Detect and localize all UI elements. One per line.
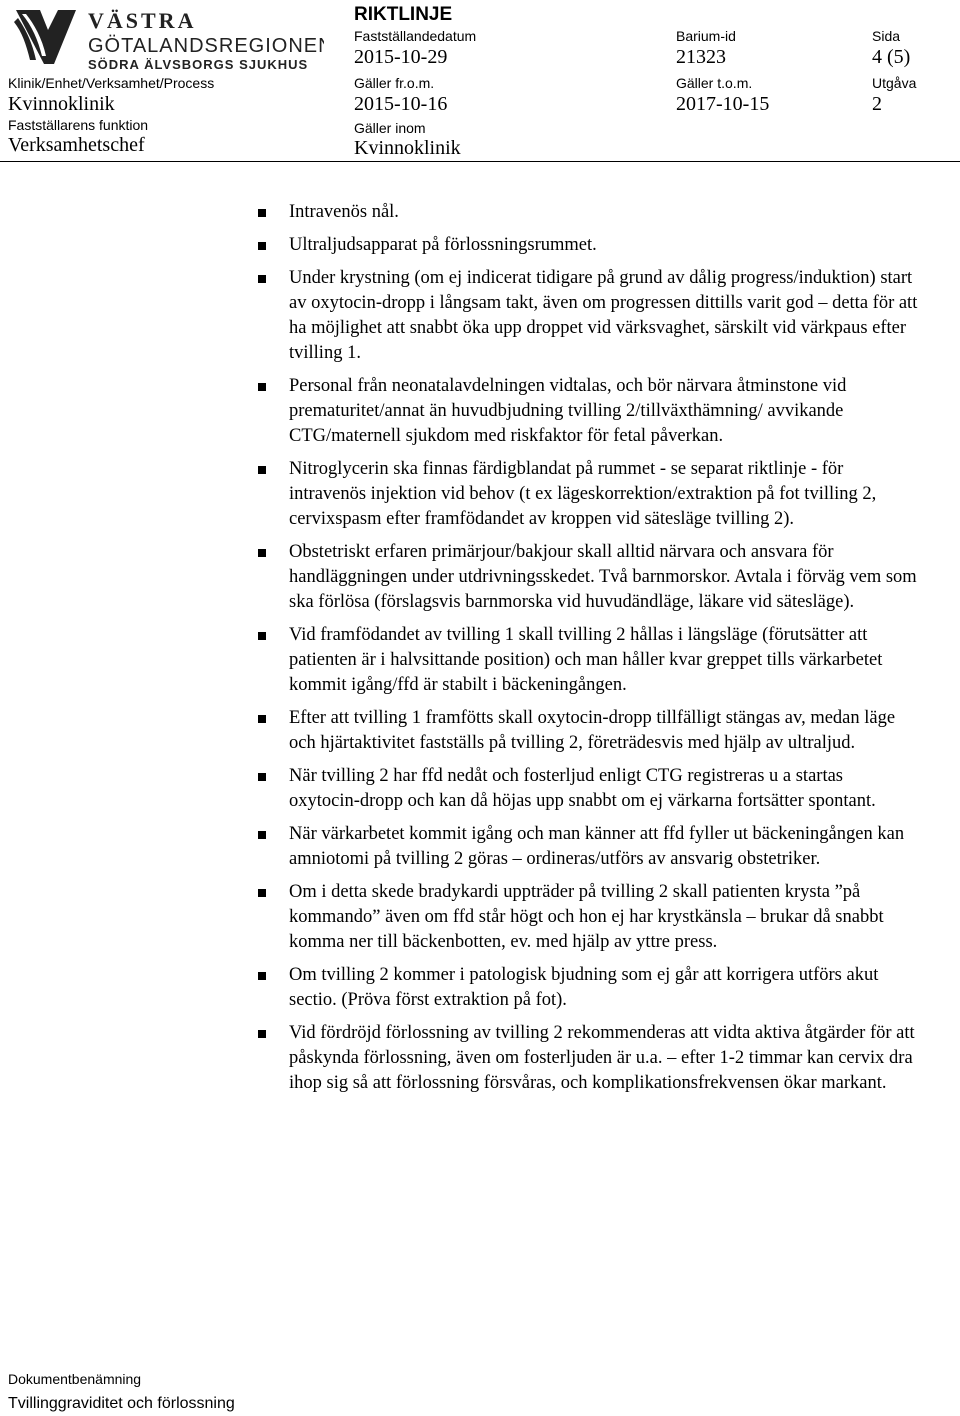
approver-value: Verksamhetschef xyxy=(8,134,145,156)
guideline-bullet-list xyxy=(258,200,918,1104)
list-item-text: När tvilling 2 har ffd nedåt och fosterljud enligt CTG registreras u a startas oxytocin-dropp och kan då höjas upp snabbt om ej värkarna fortsätter spontant. xyxy=(289,766,876,811)
square-bullet-icon xyxy=(258,715,266,723)
approver-label: Fastställarens funktion xyxy=(8,117,149,133)
square-bullet-icon xyxy=(258,773,266,781)
list-item-text: Personal från neonatalavdelningen vidtalas, och bör närvara åtminstone vid prematuritet/annat än huvudbjudning tvilling 2/tillväxthämning/ avvikande CTG/maternell sjukdom med riskfaktor för fetal påverkan. xyxy=(289,376,847,446)
page-value: 4 (5) xyxy=(872,46,911,68)
square-bullet-icon xyxy=(258,209,266,217)
list-item xyxy=(258,706,918,756)
list-item xyxy=(258,233,918,258)
square-bullet-icon xyxy=(258,889,266,897)
logo-line1: VÄSTRA xyxy=(88,8,197,33)
list-item xyxy=(258,266,918,366)
list-item-text: Obstetriskt erfaren primärjour/bakjour skall alltid närvara och ansvara för handläggningen under utdrivningsskedet. Två barnmorskor. Avtala i förväg vem som ska förlösa (förslagsvis barnmorska vid huvudändläge, läkare vid sätesläge). xyxy=(289,542,917,612)
square-bullet-icon xyxy=(258,549,266,557)
list-item-text: Under krystning (om ej indicerat tidigare på grund av dålig progress/induktion) start av oxytocin-dropp i långsam takt, även om progressen dittills varit god – detta för att ha möjlighet att snabbt öka upp droppet vid värksvaghet, särskilt vid värkpaus efter tvilling 1. xyxy=(289,268,918,363)
page-label: Sida xyxy=(872,28,901,44)
valid-to-label: Gäller t.o.m. xyxy=(676,75,753,91)
list-item xyxy=(258,880,918,955)
edition-value: 2 xyxy=(872,93,882,115)
list-item-text: Vid framfödandet av tvilling 1 skall tvilling 2 hållas i längsläge (förutsätter att patienten är i halvsittande position) och man håller kvar greppet tills värkarbetet kommit igång/ffd är stabilt i bäckeningången. xyxy=(289,625,883,695)
list-item-text: Om i detta skede bradykardi uppträder på tvilling 2 skall patienten krysta ”på kommando” även om ffd står högt och hon ej har krystkänsla – brukar då snabbt komma ner till bäckenbotten, ev. med hjälp av yttre press. xyxy=(289,882,884,952)
list-item xyxy=(258,623,918,698)
square-bullet-icon xyxy=(258,1030,266,1038)
header-divider xyxy=(0,161,960,162)
list-item-text: Om tvilling 2 kommer i patologisk bjudning som ej går att korrigera utförs akut sectio. (Pröva först extraktion på fot). xyxy=(289,965,879,1010)
list-item xyxy=(258,963,918,1013)
list-item xyxy=(258,764,918,814)
square-bullet-icon xyxy=(258,383,266,391)
list-item xyxy=(258,200,918,225)
doc-type: RIKTLINJE xyxy=(354,4,453,25)
square-bullet-icon xyxy=(258,831,266,839)
list-item xyxy=(258,822,918,872)
unit-value: Kvinnoklinik xyxy=(8,93,115,115)
list-item-text: När värkarbetet kommit igång och man känner att ffd fyller ut bäckeningången kan amniotomi på tvilling 2 göras – ordineras/utförs av ansvarig obstetriker. xyxy=(289,824,905,869)
edition-label: Utgåva xyxy=(872,75,917,91)
list-item-text: Vid fördröjd förlossning av tvilling 2 rekommenderas att vidta aktiva åtgärder för att påskynda förlossning, även om fosterljuden är u.a. – efter 1-2 timmar kan cervix dra ihop sig så att förlossning försvåras, och komplikationsfrekvensen ökar markant. xyxy=(289,1023,915,1093)
established-value: 2015-10-29 xyxy=(354,46,448,68)
footer-doc-name-label: Dokumentbenämning xyxy=(8,1371,142,1387)
list-item-text: Nitroglycerin ska finnas färdigblandat på rummet - se separat riktlinje - för intravenös injektion vid behov (t ex lägeskorrektion/extraktion på fot tvilling 2, cervixspasm efter framfödandet av kroppen vid sätesläge tvilling 2). xyxy=(289,459,877,529)
scope-value: Kvinnoklinik xyxy=(354,137,461,159)
list-item xyxy=(258,374,918,449)
list-item xyxy=(258,540,918,615)
logo-line2: GÖTALANDSREGIONEN xyxy=(88,35,324,57)
scope-label: Gäller inom xyxy=(354,120,426,136)
list-item-text: Ultraljudsapparat på förlossningsrummet. xyxy=(289,235,597,255)
list-item-text: Intravenös nål. xyxy=(289,202,399,222)
footer-doc-name-value: Tvillinggraviditet och förlossning xyxy=(8,1395,235,1412)
square-bullet-icon xyxy=(258,632,266,640)
valid-to-value: 2017-10-15 xyxy=(676,93,770,115)
unit-label: Klinik/Enhet/Verksamhet/Process xyxy=(8,75,215,91)
logo-line3: SÖDRA ÄLVSBORGS SJUKHUS xyxy=(88,57,309,72)
list-item xyxy=(258,1021,918,1096)
square-bullet-icon xyxy=(258,275,266,283)
valid-from-value: 2015-10-16 xyxy=(354,93,448,115)
list-item xyxy=(258,457,918,532)
list-item-text: Efter att tvilling 1 framfötts skall oxytocin-dropp tillfälligt stängas av, medan läge och hjärtaktivitet fastställs på tvilling 2, företrädesvis med hjälp av ultraljud. xyxy=(289,708,896,753)
square-bullet-icon xyxy=(258,972,266,980)
square-bullet-icon xyxy=(258,466,266,474)
barium-value: 21323 xyxy=(676,46,726,68)
established-label: Fastställandedatum xyxy=(354,28,477,44)
barium-label: Barium-id xyxy=(676,28,736,44)
valid-from-label: Gäller fr.o.m. xyxy=(354,75,435,91)
square-bullet-icon xyxy=(258,242,266,250)
vgr-logo xyxy=(8,4,324,74)
